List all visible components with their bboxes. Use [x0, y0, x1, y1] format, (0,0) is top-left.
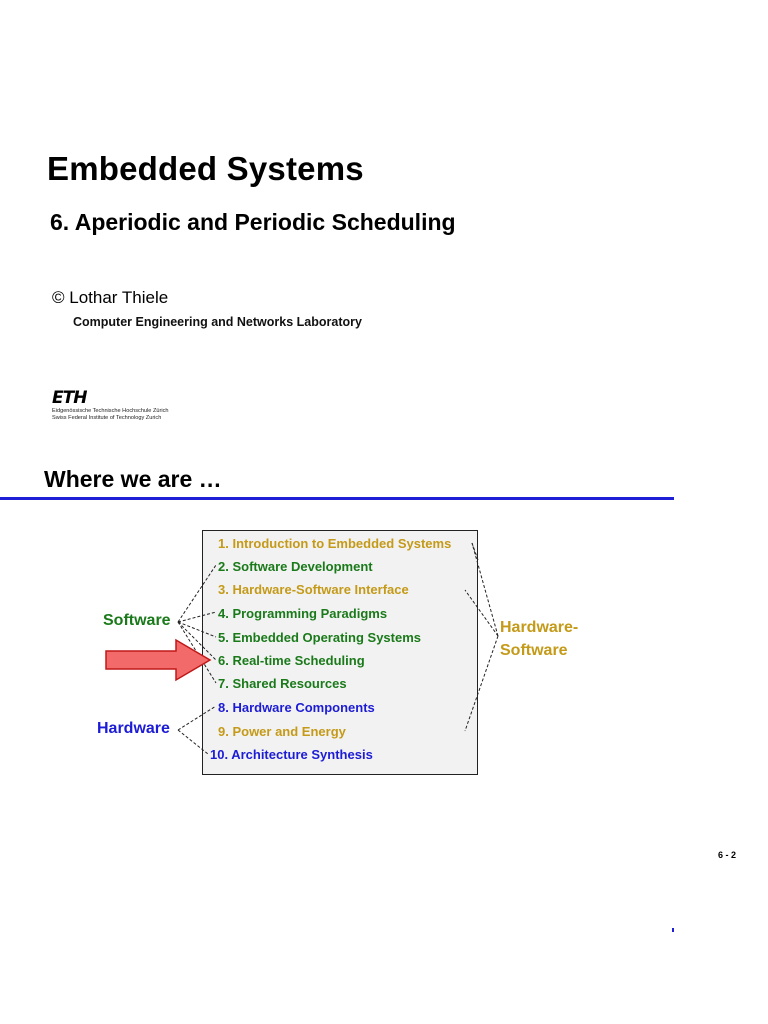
list-item-8: 8. Hardware Components	[218, 700, 375, 715]
hardware-label: Hardware	[97, 720, 170, 737]
hw-sw-connector-1b	[472, 543, 478, 560]
list-item-3: 3. Hardware-Software Interface	[218, 582, 409, 597]
list-item-2: 2. Software Development	[218, 559, 373, 574]
list-item-7: 7. Shared Resources	[218, 676, 347, 691]
page-number: 6 - 2	[718, 850, 737, 860]
hardware-software-connectors	[465, 543, 498, 731]
lab-name: Computer Engineering and Networks Laboratory	[73, 315, 362, 329]
eth-logo-line-1: Eidgenössische Technische Hochschule Zürich	[52, 408, 169, 414]
hw-sw-connector-1	[472, 543, 498, 636]
eth-logo-line-2: Swiss Federal Institute of Technology Zurich	[52, 415, 162, 421]
hw-sw-connector-3	[465, 590, 498, 636]
hardware-connector-10	[178, 730, 208, 754]
section-heading: Where we are …	[44, 466, 222, 492]
list-item-5: 5. Embedded Operating Systems	[218, 630, 422, 645]
page-title: Embedded Systems	[47, 150, 364, 187]
hardware-software-label-line-2: Software	[500, 642, 568, 659]
hardware-connectors	[178, 706, 216, 754]
eth-logo-mark: ETH	[52, 388, 87, 408]
list-item-9: 9. Power and Energy	[218, 724, 346, 739]
list-item-4: 4. Programming Paradigms	[218, 606, 388, 621]
page-subtitle: 6. Aperiodic and Periodic Scheduling	[50, 209, 456, 235]
list-item-1: 1. Introduction to Embedded Systems	[218, 536, 452, 551]
corner-mark	[672, 928, 674, 932]
hw-sw-connector-9	[465, 636, 498, 731]
author: © Lothar Thiele	[52, 288, 169, 307]
right-arrow-icon	[106, 640, 210, 680]
software-label: Software	[103, 612, 171, 629]
software-connector-2	[178, 565, 216, 622]
software-connector-5	[178, 622, 216, 637]
list-item-10: 10. Architecture Synthesis	[210, 747, 373, 762]
list-item-6-current: 6. Real-time Scheduling	[218, 653, 365, 668]
hardware-software-label-line-1: Hardware-	[500, 619, 579, 636]
hardware-connector-8	[178, 706, 216, 730]
